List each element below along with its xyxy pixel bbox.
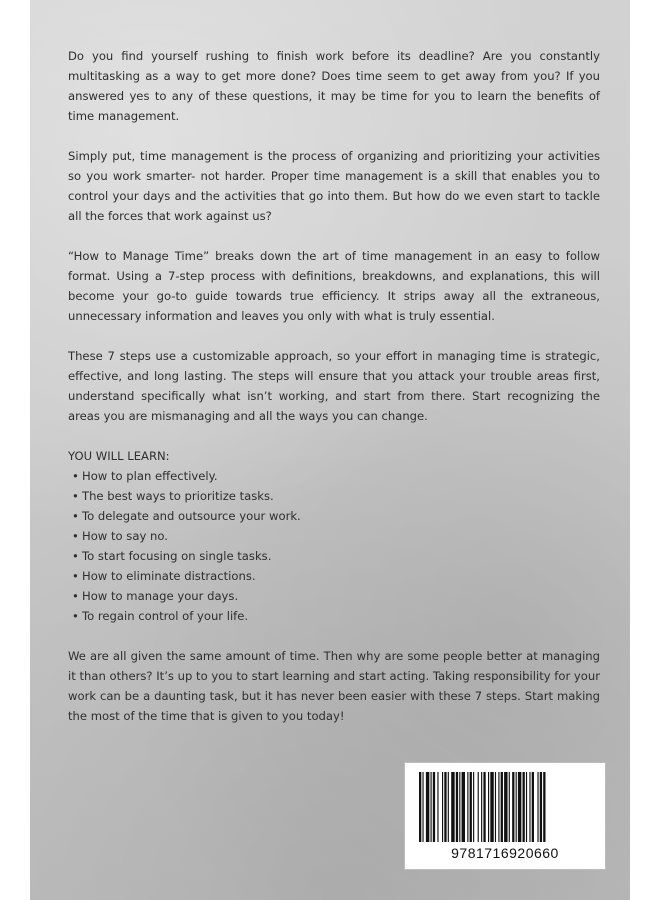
list-item: • To regain control of your life. [72, 606, 600, 626]
list-item: • To delegate and outsource your work. [72, 506, 600, 526]
list-item: • The best ways to prioritize tasks. [72, 486, 600, 506]
barcode-label [404, 762, 606, 870]
list-item: • How to plan effectively. [72, 466, 600, 486]
list-item: • How to manage your days. [72, 586, 600, 606]
book-overview-paragraph: “How to Manage Time” breaks down the art of time management in an easy to follow format. Using a 7-step process with definitions, breakdowns, and explanations, this will become your go-to guide towards true efficiency. It strips away all the extraneous, unnecessary information and leaves you only with what is truly essential. [68, 249, 600, 323]
bullet-icon: • [72, 489, 79, 503]
bullet-icon: • [72, 469, 79, 483]
isbn-number: 9781716920660 [451, 845, 559, 861]
blurb-text [68, 46, 600, 746]
intro-paragraph: Do you find yourself rushing to finish work before its deadline? Are you constantly multitasking as a way to get more done? Does time seem to get away from you? If you answered yes to any of these questions, it may be time for you to learn the benefits of time management. [68, 49, 600, 123]
back-cover [30, 0, 630, 900]
learn-heading: YOU WILL LEARN: [68, 449, 170, 463]
bullet-icon: • [72, 509, 79, 523]
list-item: • To start focusing on single tasks. [72, 546, 600, 566]
bullet-icon: • [72, 609, 79, 623]
closing-paragraph: We are all given the same amount of time. Then why are some people better at managing it than others? It’s up to you to start learning and start acting. Taking responsibility for your work can be a daunting task, but it has never been easier with these 7 steps. Start making the most of the time that is given to you today! [68, 649, 600, 723]
bullet-icon: • [72, 589, 79, 603]
list-item: • How to eliminate distractions. [72, 566, 600, 586]
learn-list [68, 466, 600, 626]
steps-paragraph: These 7 steps use a customizable approach, so your effort in managing time is strategic, effective, and long lasting. The steps will ensure that you attack your trouble areas first, understand specifically what isn’t working, and start from there. Start recognizing the areas you are mismanaging and all the ways you can change. [68, 349, 600, 423]
definition-paragraph: Simply put, time management is the process of organizing and prioritizing your activities so you work smarter- not harder. Proper time management is a skill that enables you to control your days and the activities that go into them. But how do we even start to tackle all the forces that work against us? [68, 149, 600, 223]
list-item: • How to say no. [72, 526, 600, 546]
barcode-icon [419, 772, 591, 842]
bullet-icon: • [72, 529, 79, 543]
bullet-icon: • [72, 549, 79, 563]
bullet-icon: • [72, 569, 79, 583]
